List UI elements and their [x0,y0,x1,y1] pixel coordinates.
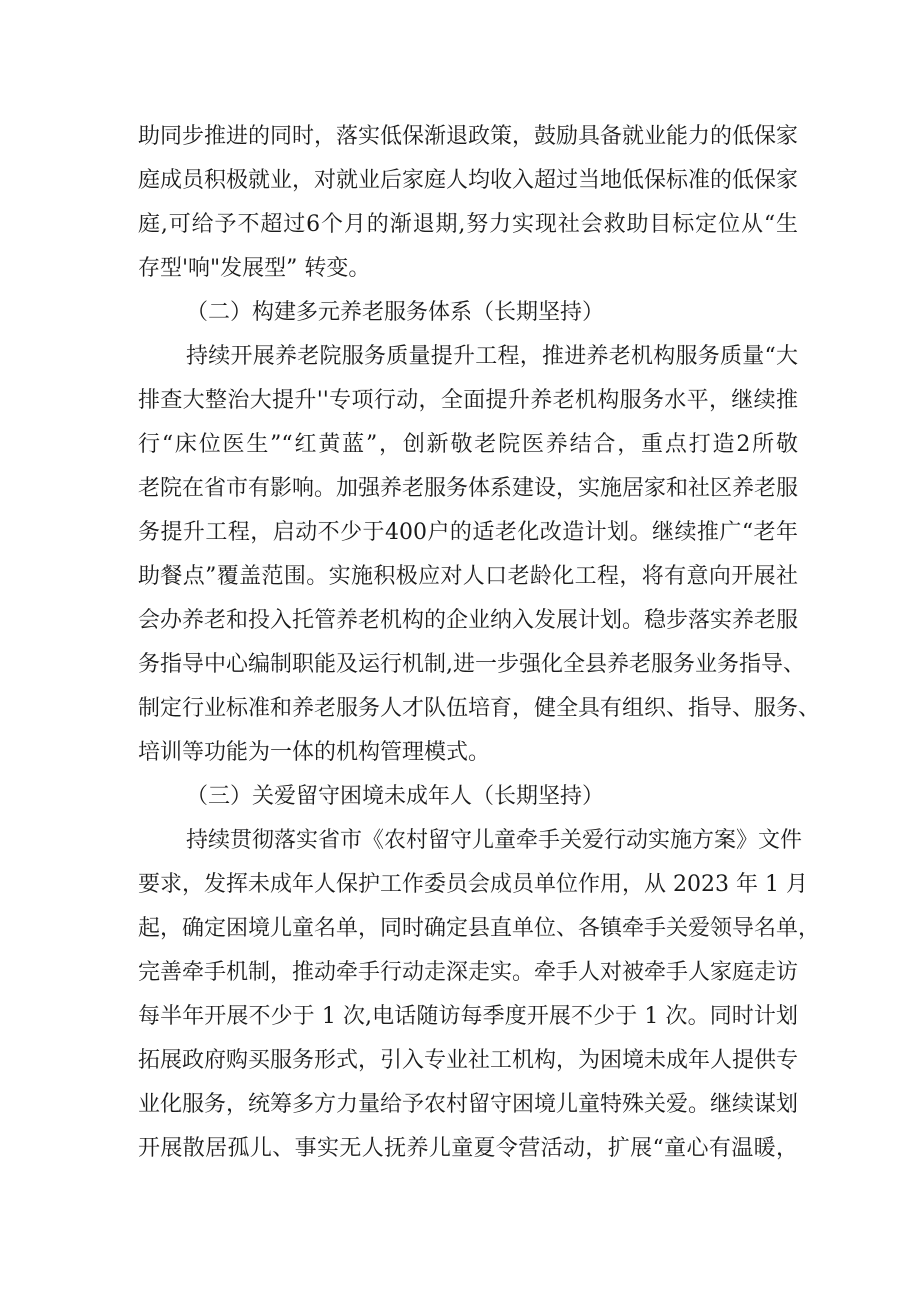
paragraph-3-line-7: 业化服务，统筹多方力量给予农村留守困境儿童特殊关爱。继续谋划 [138,1092,799,1117]
paragraph-2-line-6: 助餐点”覆盖范围。实施积极应对人口老龄化工程，将有意向开展社 [138,564,798,589]
paragraph-2-line-7: 会办养老和投入托管养老机构的企业纳入发展计划。稳步落实养老服 [138,608,799,633]
section-heading-2: （二）构建多元养老服务体系（长期坚持） [186,300,605,325]
paragraph-3-line-1: 持续贯彻落实省市《农村留守儿童牵手关爱行动实施方案》文件 [186,828,803,853]
paragraph-3-line-3: 起，确定困境儿童名单，同时确定县直单位、各镇牵手关爱领导名单， [138,916,821,941]
paragraph-3-line-4: 完善牵手机制，推动牵手行动走深走实。牵手人对被牵手人家庭走访 [138,960,799,985]
paragraph-2-line-3: 行“床位医生”“红黄蓝”，创新敬老院医养结合，重点打造2所敬 [138,432,798,457]
paragraph-2-line-1: 持续开展养老院服务质量提升工程，推进养老机构服务质量“大 [186,344,798,369]
paragraph-1-line-2: 庭成员积极就业，对就业后家庭人均收入超过当地低保标准的低保家 [138,168,799,193]
paragraph-3-line-8: 开展散居孤儿、事实无人抚养儿童夏令营活动，扩展“童心有温暖， [138,1136,798,1161]
paragraph-2-line-2: 排查大整治大提升''专项行动，全面提升养老机构服务水平，继续推 [138,388,798,413]
paragraph-2-line-5: 务提升工程，启动不少于400户的适老化改造计划。继续推广“老年 [138,520,798,545]
paragraph-3-line-2: 要求，发挥未成年人保护工作委员会成员单位作用，从 2023 年 1 月 [138,872,808,897]
paragraph-2-line-4: 老院在省市有影响。加强养老服务体系建设，实施居家和社区养老服 [138,476,799,501]
section-heading-3: （三）关爱留守困境未成年人（长期坚持） [186,784,605,809]
paragraph-1-line-3: 庭,可给予不超过6个月的渐退期,努力实现社会救助目标定位从“生 [138,212,798,237]
paragraph-1-line-4: 存型'响"发展型” 转变。 [138,256,371,281]
paragraph-2-line-10: 培训等功能为一体的机构管理模式。 [138,740,491,765]
paragraph-2-line-8: 务指导中心编制职能及运行机制,进一步强化全县养老服务业务指导、 [138,652,805,677]
paragraph-3-line-5: 每半年开展不少于 1 次,电话随访每季度开展不少于 1 次。同时计划 [138,1004,798,1029]
paragraph-3-line-6: 拓展政府购买服务形式，引入专业社工机构，为困境未成年人提供专 [138,1048,799,1073]
paragraph-2-line-9: 制定行业标准和养老服务人才队伍培育，健全具有组织、指导、服务、 [138,696,821,721]
paragraph-1-line-1: 助同步推进的同时，落实低保渐退政策，鼓励具备就业能力的低保家 [138,124,799,149]
